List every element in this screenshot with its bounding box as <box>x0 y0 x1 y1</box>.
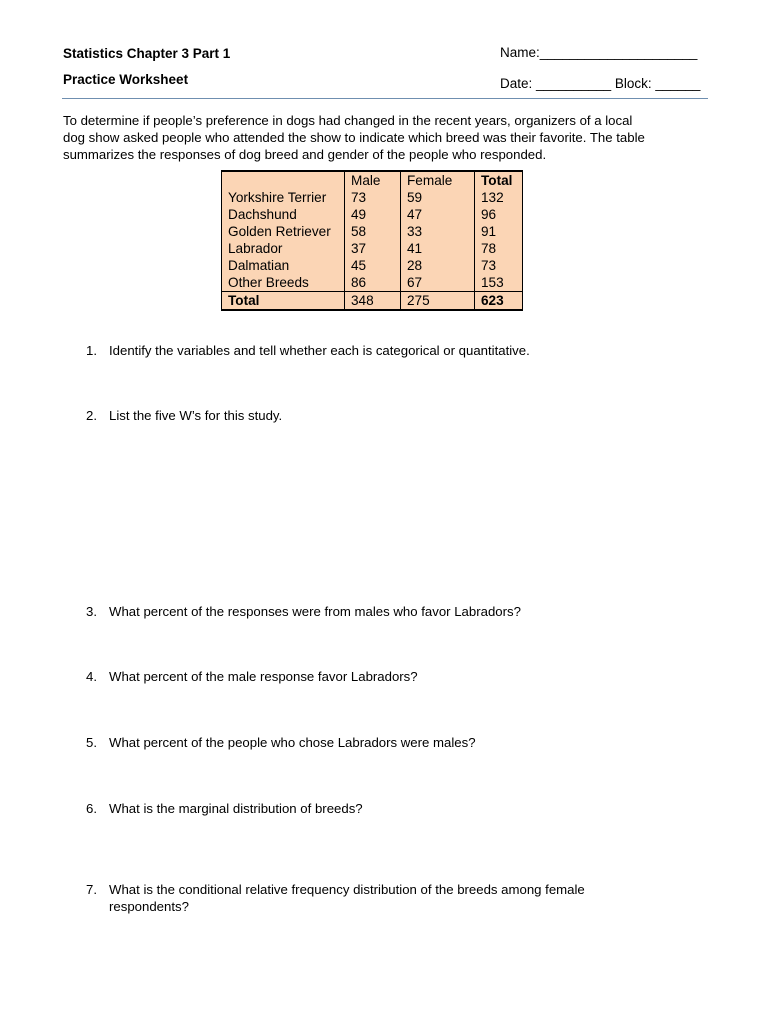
female-cell: 28 <box>401 257 475 274</box>
total-cell: 73 <box>475 257 523 274</box>
question-text: Identify the variables and tell whether each is categorical or quantitative. <box>109 343 530 358</box>
table-row <box>222 206 523 223</box>
question-number: 5. <box>86 735 97 750</box>
question-1 <box>86 342 530 359</box>
question-text: List the five W’s for this study. <box>109 408 283 423</box>
breed-cell: Dachshund <box>222 206 345 223</box>
worksheet-title: Statistics Chapter 3 Part 1 <box>63 46 231 61</box>
header-cell-total: Total <box>475 171 523 189</box>
question-number: 6. <box>86 801 97 816</box>
question-number: 3. <box>86 604 97 619</box>
total-cell: 96 <box>475 206 523 223</box>
table-row <box>222 189 523 206</box>
total-cell: 153 <box>475 274 523 292</box>
breed-cell: Dalmatian <box>222 257 345 274</box>
female-cell: 67 <box>401 274 475 292</box>
question-number: 4. <box>86 669 97 684</box>
male-total-cell: 348 <box>345 292 401 311</box>
female-cell: 59 <box>401 189 475 206</box>
question-2 <box>86 407 282 424</box>
question-number: 1. <box>86 343 97 358</box>
breed-cell: Yorkshire Terrier <box>222 189 345 206</box>
header-cell-male: Male <box>345 171 401 189</box>
breed-cell: Other Breeds <box>222 274 345 292</box>
female-cell: 41 <box>401 240 475 257</box>
male-cell: 73 <box>345 189 401 206</box>
breed-cell: Golden Retriever <box>222 223 345 240</box>
female-cell: 33 <box>401 223 475 240</box>
total-label-cell: Total <box>222 292 345 311</box>
table-header-row <box>222 171 523 189</box>
question-6 <box>86 800 363 817</box>
question-7 <box>86 881 585 915</box>
question-5 <box>86 734 476 751</box>
male-cell: 37 <box>345 240 401 257</box>
male-cell: 58 <box>345 223 401 240</box>
grand-total-cell: 623 <box>475 292 523 311</box>
header-divider <box>62 98 708 99</box>
question-number: 2. <box>86 408 97 423</box>
header-cell <box>222 171 345 189</box>
total-cell: 132 <box>475 189 523 206</box>
question-text: What percent of the responses were from males who favor Labradors? <box>109 604 521 619</box>
table-row <box>222 257 523 274</box>
intro-paragraph <box>63 112 713 163</box>
intro-line: To determine if people’s preference in dogs had changed in the recent years, organizers of a local <box>63 113 633 128</box>
question-text: What percent of the male response favor Labradors? <box>109 669 418 684</box>
intro-line: summarizes the responses of dog breed and gender of the people who responded. <box>63 147 547 162</box>
question-text-continued: respondents? <box>109 899 189 914</box>
table-total-row <box>222 292 523 311</box>
male-cell: 45 <box>345 257 401 274</box>
question-text: What is the marginal distribution of breeds? <box>109 801 363 816</box>
question-text: What is the conditional relative frequency distribution of the breeds among female <box>109 882 585 897</box>
female-cell: 47 <box>401 206 475 223</box>
question-3 <box>86 603 521 620</box>
female-total-cell: 275 <box>401 292 475 311</box>
total-cell: 78 <box>475 240 523 257</box>
intro-line: dog show asked people who attended the show to indicate which breed was their favorite. The table <box>63 130 645 145</box>
question-text: What percent of the people who chose Labradors were males? <box>109 735 476 750</box>
table-row <box>222 240 523 257</box>
total-cell: 91 <box>475 223 523 240</box>
breed-cell: Labrador <box>222 240 345 257</box>
question-4 <box>86 668 418 685</box>
male-cell: 86 <box>345 274 401 292</box>
male-cell: 49 <box>345 206 401 223</box>
question-number: 7. <box>86 882 97 897</box>
date-block-field: Date: __________ Block: ______ <box>500 76 701 91</box>
table-row <box>222 223 523 240</box>
name-field: Name:_____________________ <box>500 45 698 60</box>
breed-gender-table <box>221 170 523 311</box>
table-row <box>222 274 523 292</box>
worksheet-subtitle: Practice Worksheet <box>63 72 189 87</box>
header-cell-female: Female <box>401 171 475 189</box>
